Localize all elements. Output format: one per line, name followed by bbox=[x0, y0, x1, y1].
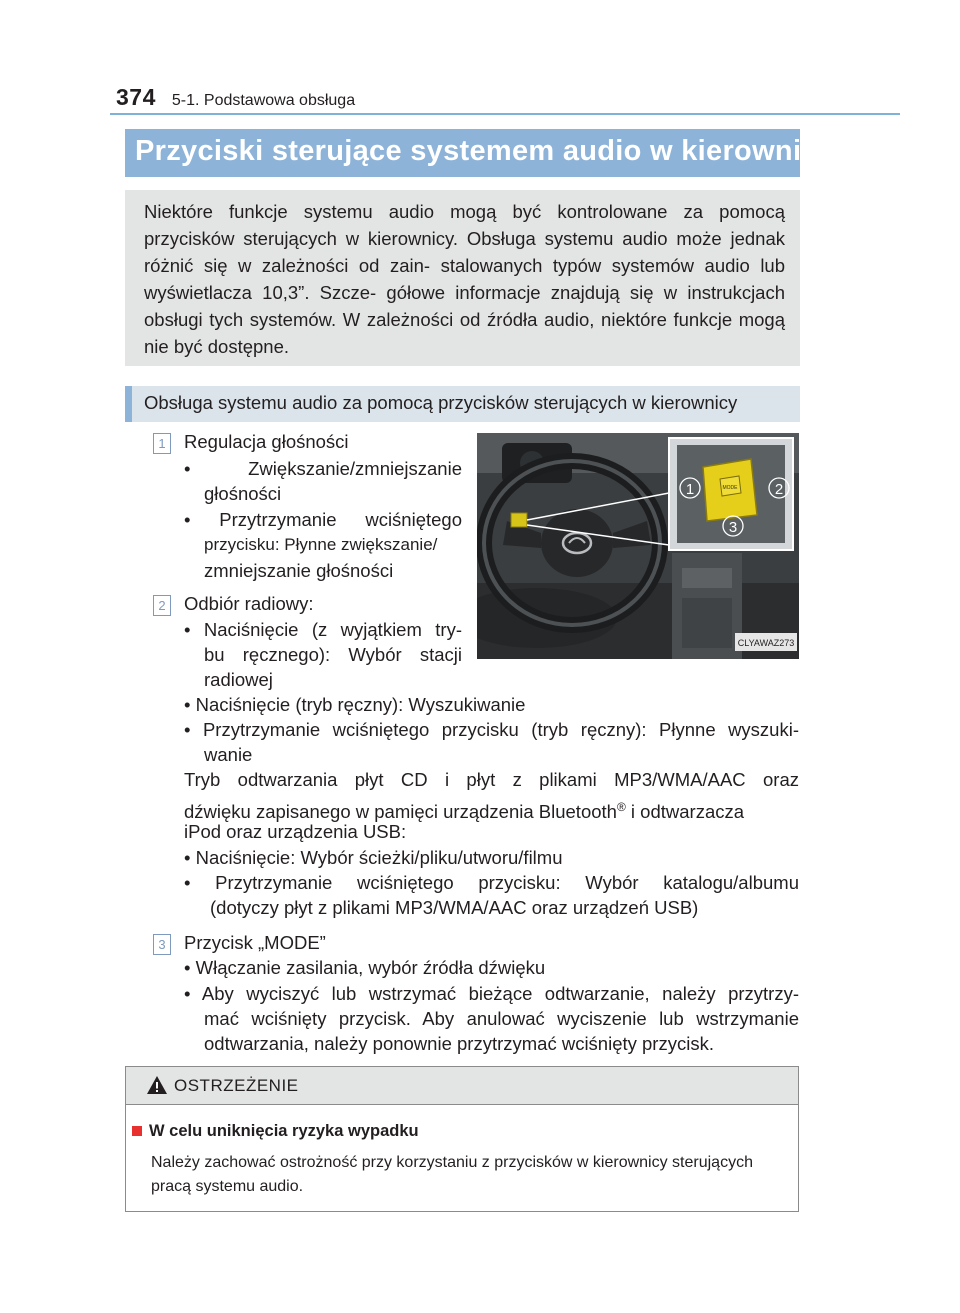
item-bullet-cont: (dotyczy płyt z plikami MP3/WMA/AAC oraz urządzeń USB) bbox=[210, 897, 699, 918]
callout-1: 1 bbox=[685, 481, 695, 498]
item-bullet-cont: wanie bbox=[204, 744, 253, 765]
item-bullet: • Naciśnięcie (tryb ręczny): Wyszukiwanie bbox=[184, 694, 526, 715]
intro-box bbox=[125, 190, 800, 366]
item-bullet-cont: odtwarzania, należy ponownie przytrzymać wciśnięty przycisk. bbox=[204, 1033, 714, 1054]
item-heading: Odbiór radiowy: bbox=[184, 593, 314, 614]
intro-line: przycisków sterujących w kierownicy. bbox=[144, 228, 459, 249]
warning-header bbox=[126, 1067, 798, 1105]
registered-mark: ® bbox=[616, 800, 626, 814]
callout-2: 2 bbox=[774, 481, 784, 498]
item-bullet: • Zwiększanie/zmniejszanie bbox=[184, 458, 462, 479]
item-bullet: • Włączanie zasilania, wybór źródła dźwięku bbox=[184, 957, 546, 978]
item-bullet-cont: mać wciśnięty przycisk. Aby anulować wyciszenie lub wstrzymanie bbox=[204, 1008, 799, 1029]
item-bullet-cont: radiowej bbox=[204, 669, 273, 690]
callout-3: 3 bbox=[728, 519, 738, 536]
red-square-icon bbox=[132, 1126, 142, 1136]
steering-wheel-drawing bbox=[477, 433, 799, 659]
intro-line: Obsługa systemu audio może jednak różnić się w zależności od zain- bbox=[144, 228, 785, 276]
item-bullet: • Aby wyciszyć lub wstrzymać bieżące odtwarzanie, należy przytrzy- bbox=[184, 983, 799, 1004]
steering-wheel-illustration bbox=[477, 433, 799, 659]
item-paragraph: iPod oraz urządzenia USB: bbox=[184, 821, 407, 842]
item-number-badge: 2 bbox=[153, 595, 171, 616]
item-bullet-cont: przycisku: Płynne zwiększanie/ bbox=[204, 535, 438, 554]
title-bar bbox=[125, 129, 835, 177]
item-bullet-cont: zmniejszanie głośności bbox=[204, 560, 394, 581]
intro-line: Niektóre funkcje systemu audio mogą być kontrolowane za pomocą bbox=[144, 201, 785, 222]
header-rule bbox=[110, 113, 900, 115]
mode-label: MODE bbox=[722, 485, 738, 491]
warning-subtitle: W celu uniknięcia ryzyka wypadku bbox=[149, 1122, 419, 1140]
page-title: Przyciski sterujące systemem audio w kierownicy bbox=[135, 135, 835, 167]
page-number: 374 bbox=[116, 84, 156, 110]
image-code: CLYAWAZ273 bbox=[737, 638, 795, 648]
section-label: 5-1. Podstawowa obsługa bbox=[171, 92, 356, 109]
page-header bbox=[116, 84, 355, 111]
warning-subtitle-row bbox=[132, 1122, 419, 1141]
intro-line: gółowe informacje znajdują się w instrukcjach obsługi tych systemów. bbox=[144, 282, 786, 330]
item-bullet: • Przytrzymanie wciśniętego przycisku (tryb ręczny): Płynne wyszuki- bbox=[184, 719, 799, 740]
item-heading: Regulacja głośności bbox=[184, 431, 349, 452]
subheading: Obsługa systemu audio za pomocą przycisków sterujących w kierownicy bbox=[144, 392, 738, 413]
intro-text bbox=[144, 198, 785, 360]
subheading-bar bbox=[125, 386, 800, 422]
intro-line: W zależności od źródła audio, niektóre funkcje mogą nie być dostępne. bbox=[144, 309, 786, 357]
warning-title: OSTRZEŻENIE bbox=[174, 1076, 299, 1095]
item-bullet: • Naciśnięcie: Wybór ścieżki/pliku/utworu/filmu bbox=[184, 847, 563, 868]
item-number-badge: 1 bbox=[153, 433, 171, 454]
item-paragraph-text: dźwięku zapisanego w pamięci urządzenia Bluetooth bbox=[184, 801, 617, 823]
warning-body: Należy zachować ostrożność przy korzystaniu z przycisków w kierownicy sterujących pracą systemu audio. bbox=[151, 1154, 753, 1195]
intro-line: stalowanych typów systemów audio lub wyświetlacza 10,3”. Szcze- bbox=[144, 255, 786, 303]
item-number-badge: 3 bbox=[153, 934, 171, 955]
item-paragraph-text: i odtwarzacza bbox=[625, 801, 745, 823]
item-heading: Przycisk „MODE” bbox=[184, 932, 326, 953]
item-bullet-cont: bu ręcznego): Wybór stacji bbox=[204, 644, 462, 665]
item-bullet: • Przytrzymanie wciśniętego bbox=[184, 509, 462, 530]
warning-box bbox=[125, 1066, 799, 1212]
item-bullet: • Naciśnięcie (z wyjątkiem try- bbox=[184, 619, 462, 640]
warning-triangle-icon bbox=[146, 1075, 168, 1095]
item-paragraph: Tryb odtwarzania płyt CD i płyt z plikami MP3/WMA/AAC oraz bbox=[184, 769, 799, 790]
item-bullet-cont: głośności bbox=[204, 483, 282, 504]
item-bullet: • Przytrzymanie wciśniętego przycisku: Wybór katalogu/albumu bbox=[184, 872, 799, 893]
